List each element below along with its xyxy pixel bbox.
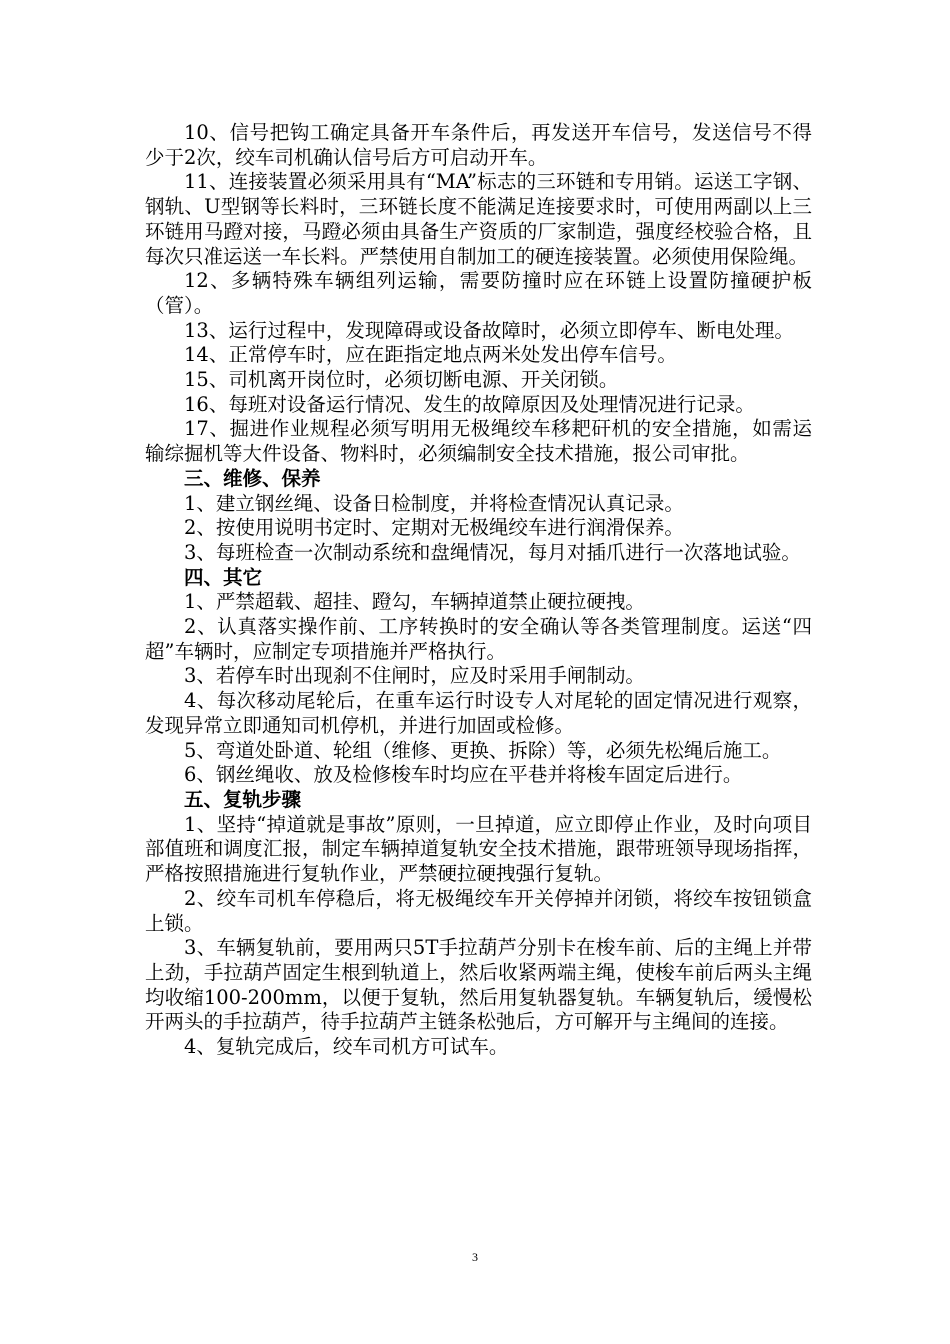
paragraph: 12、多辆特殊车辆组列运输，需要防撞时应在环链上设置防撞硬护板（管）。 [145, 269, 812, 317]
section-heading: 三、维修、保养 [184, 466, 321, 490]
paragraph: 3、车辆复轨前，要用两只5T手拉葫芦分别卡在梭车前、后的主绳上并带上劲，手拉葫芦固定生根到轨道上，然后收紧两端主绳，使梭车前后两头主绳均收缩100-200mm，以便于复轨，然后用复轨器复轨。车辆复轨后，缓慢松开两头的手拉葫芦，待手拉葫芦主链条松弛后，方可解开与主绳间的连接。 [145, 936, 812, 1034]
paragraph: 10、信号把钩工确定具备开车条件后，再发送开车信号，发送信号不得少于2次，绞车司机确认信号后方可启动开车。 [145, 121, 812, 169]
paragraph: 2、按使用说明书定时、定期对无极绳绞车进行润滑保养。 [184, 516, 684, 540]
paragraph: 15、司机离开岗位时，必须切断电源、开关闭锁。 [184, 368, 619, 392]
section-heading: 五、复轨步骤 [184, 787, 302, 811]
paragraph: 2、认真落实操作前、工序转换时的安全确认等各类管理制度。运送“四超”车辆时，应制定专项措施并严格执行。 [145, 615, 812, 663]
paragraph: 3、每班检查一次制动系统和盘绳情况，每月对插爪进行一次落地试验。 [184, 540, 801, 564]
paragraph: 5、弯道处卧道、轮组（维修、更换、拆除）等，必须先松绳后施工。 [184, 738, 782, 762]
paragraph: 1、坚持“掉道就是事故”原则，一旦掉道，应立即停止作业，及时向项目部值班和调度汇报，制定车辆掉道复轨安全技术措施，跟带班领导现场指挥，严格按照措施进行复轨作业，严禁硬拉硬拽强行复轨。 [145, 812, 812, 886]
paragraph: 6、钢丝绳收、放及检修梭车时均应在平巷并将梭车固定后进行。 [184, 763, 743, 787]
paragraph: 4、复轨完成后，绞车司机方可试车。 [184, 1035, 509, 1059]
paragraph: 3、若停车时出现刹不住闸时，应及时采用手闸制动。 [184, 664, 645, 688]
document-body [145, 121, 812, 1060]
paragraph: 11、连接装置必须采用具有“MA”标志的三环链和专用销。运送工字钢、钢轨、U型钢等长料时，三环链长度不能满足连接要求时，可使用两副以上三环链用马蹬对接，马蹬必须由具备生产资质的厂家制造，强度经校验合格，且每次只准运送一车长料。严禁使用自制加工的硬连接装置。必须使用保险绳。 [145, 170, 812, 268]
paragraph: 13、运行过程中，发现障碍或设备故障时，必须立即停车、断电处理。 [184, 318, 794, 342]
paragraph: 4、每次移动尾轮后，在重车运行时设专人对尾轮的固定情况进行观察，发现异常立即通知司机停机，并进行加固或检修。 [145, 689, 812, 737]
page-number: 3 [472, 1250, 478, 1264]
paragraph: 2、绞车司机车停稳后，将无极绳绞车开关停掉并闭锁，将绞车按钮锁盒上锁。 [145, 886, 812, 935]
paragraph: 1、严禁超载、超挂、蹬勾，车辆掉道禁止硬拉硬拽。 [184, 590, 645, 614]
section-heading: 四、其它 [184, 565, 263, 589]
paragraph: 17、掘进作业规程必须写明用无极绳绞车移耙矸机的安全措施，如需运输综掘机等大件设备、物料时，必须编制安全技术措施，报公司审批。 [145, 417, 812, 466]
paragraph: 1、建立钢丝绳、设备日检制度，并将检查情况认真记录。 [184, 491, 684, 515]
paragraph: 14、正常停车时，应在距指定地点两米处发出停车信号。 [184, 343, 677, 367]
paragraph: 16、每班对设备运行情况、发生的故障原因及处理情况进行记录。 [184, 392, 755, 416]
